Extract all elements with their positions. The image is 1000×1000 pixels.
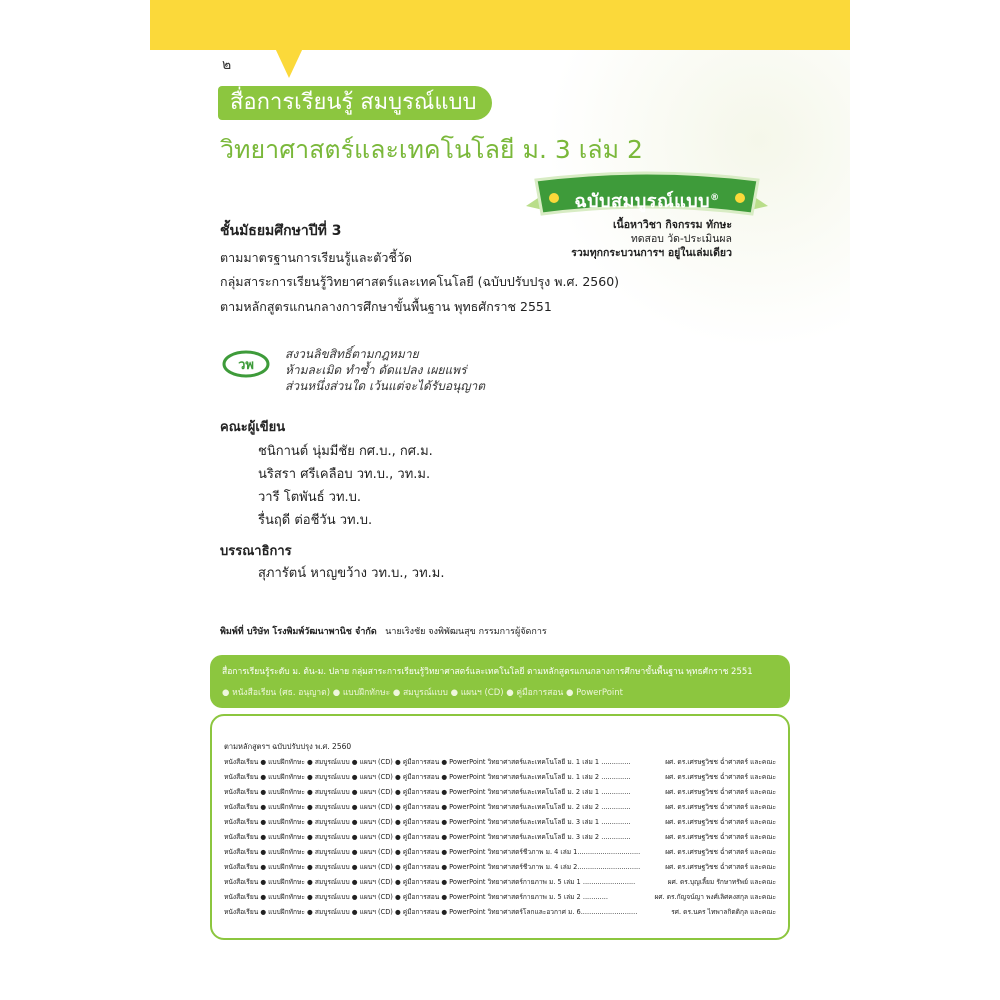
book-list-author: ผศ. ดร.เศรษฐวิชช ฉ่ำศาสตร์ และคณะ [665, 803, 776, 811]
book-list-author: ผศ. ดร.เศรษฐวิชช ฉ่ำศาสตร์ และคณะ [665, 833, 776, 841]
series-info-line-1: สื่อการเรียนรู้ระดับ ม. ต้น-ม. ปลาย กลุ่มสาระการเรียนรู้วิทยาศาสตร์และเทคโนโลยี ตามหลักสูตรแกนกลางการศึกษาขั้นพื้นฐาน พุทธศักราช 2551 [222, 667, 753, 677]
book-list-row [224, 831, 776, 842]
book-list-title: หนังสือเรียน ● แบบฝึกทักษะ ● สมบูรณ์แบบ ● แผนฯ (CD) ● คู่มือการสอน ● PowerPoint วิทยาศาสตร์ชีวภาพ ม. 4 เล่ม 1.............................. [224, 848, 641, 856]
registered-mark: ® [710, 193, 720, 203]
book-list-title: หนังสือเรียน ● แบบฝึกทักษะ ● สมบูรณ์แบบ ● แผนฯ (CD) ● คู่มือการสอน ● PowerPoint วิทยาศาสตร์กายภาพ ม. 5 เล่ม 1 ......................... [224, 878, 636, 886]
edition-badge [522, 170, 772, 270]
book-title: วิทยาศาสตร์และเทคโนโลยี ม. 3 เล่ม 2 [220, 135, 643, 164]
editor-heading: บรรณาธิการ [220, 544, 292, 559]
book-list-row [224, 771, 776, 782]
book-list-author: ผศ. ดร.เศรษฐวิชช ฉ่ำศาสตร์ และคณะ [665, 848, 776, 856]
editor-item: สุภารัตน์ หาญขว้าง วท.บ., วท.ม. [258, 566, 445, 581]
book-list-author: ผศ. ดร.กัญจน์ญา พงศ์เลิศคงสกุล และคณะ [654, 893, 776, 901]
standards-line-1: ตามมาตรฐานการเรียนรู้และตัวชี้วัด [220, 250, 412, 265]
book-list-row [224, 756, 776, 767]
book-list-row [224, 816, 776, 827]
series-info-line-2: ● หนังสือเรียน (ศธ. อนุญาต) ● แบบฝึกทักษะ ● สมบูรณ์แบบ ● แผนฯ (CD) ● คู่มือการสอน ● PowerPoint [222, 688, 623, 698]
author-item: รื่นฤดี ต่อชีวัน วท.บ. [258, 513, 373, 528]
book-list-title: หนังสือเรียน ● แบบฝึกทักษะ ● สมบูรณ์แบบ ● แผนฯ (CD) ● คู่มือการสอน ● PowerPoint วิทยาศาสตร์และเทคโนโลยี ม. 3 เล่ม 1 .............. [224, 818, 631, 826]
book-list-row [224, 891, 776, 902]
book-list-author: ผศ. ดร.เศรษฐวิชช ฉ่ำศาสตร์ และคณะ [665, 818, 776, 826]
book-list-title: หนังสือเรียน ● แบบฝึกทักษะ ● สมบูรณ์แบบ ● แผนฯ (CD) ● คู่มือการสอน ● PowerPoint วิทยาศาสตร์และเทคโนโลยี ม. 2 เล่ม 2 .............. [224, 803, 631, 811]
top-yellow-band [150, 0, 850, 50]
authors-heading: คณะผู้เขียน [220, 420, 286, 435]
book-list-row [224, 801, 776, 812]
page-number: ๒ [222, 57, 232, 73]
book-list-title: หนังสือเรียน ● แบบฝึกทักษะ ● สมบูรณ์แบบ ● แผนฯ (CD) ● คู่มือการสอน ● PowerPoint วิทยาศาสตร์โลกและอวกาศ ม. 6........................... [224, 908, 638, 916]
book-list-row [224, 846, 776, 857]
book-list-author: ผศ. ดร.เศรษฐวิชช ฉ่ำศาสตร์ และคณะ [665, 758, 776, 766]
book-list-title: หนังสือเรียน ● แบบฝึกทักษะ ● สมบูรณ์แบบ ● แผนฯ (CD) ● คู่มือการสอน ● PowerPoint วิทยาศาสตร์และเทคโนโลยี ม. 1 เล่ม 1 .............. [224, 758, 631, 766]
series-label: สื่อการเรียนรู้ สมบูรณ์แบบ [218, 86, 492, 120]
book-list-title: หนังสือเรียน ● แบบฝึกทักษะ ● สมบูรณ์แบบ ● แผนฯ (CD) ● คู่มือการสอน ● PowerPoint วิทยาศาสตร์กายภาพ ม. 5 เล่ม 2 ............ [224, 893, 608, 901]
badge-line-2: ทดสอบ วัด-ประเมินผล [630, 233, 732, 245]
author-item: ชนิกานต์ นุ่มมีชัย กศ.บ., กศ.ม. [258, 444, 433, 459]
book-list-row [224, 876, 776, 887]
series-info-box [210, 655, 790, 708]
book-list-title: หนังสือเรียน ● แบบฝึกทักษะ ● สมบูรณ์แบบ ● แผนฯ (CD) ● คู่มือการสอน ● PowerPoint วิทยาศาสตร์และเทคโนโลยี ม. 3 เล่ม 2 .............. [224, 833, 631, 841]
author-item: วารี โตพันธ์ วท.บ. [258, 490, 362, 505]
grade-level: ชั้นมัธยมศึกษาปีที่ 3 [220, 223, 342, 239]
book-list-author: ผศ. ดร.บุญเลี้ยม รักษาทรัพย์ และคณะ [667, 878, 776, 886]
standards-line-3: ตามหลักสูตรแกนกลางการศึกษาขั้นพื้นฐาน พุทธศักราช 2551 [220, 299, 552, 314]
copyright-line-2: ห้ามละเมิด ทำซ้ำ ดัดแปลง เผยแพร่ [285, 363, 467, 377]
book-list-author: รศ. ดร.นคร ไทพาลกิตติกุล และคณะ [671, 908, 776, 916]
publisher-logo [222, 350, 270, 378]
printer-name: พิมพ์ที่ บริษัท โรงพิมพ์วัฒนาพานิช จำกัด [220, 627, 377, 637]
book-list-title: หนังสือเรียน ● แบบฝึกทักษะ ● สมบูรณ์แบบ ● แผนฯ (CD) ● คู่มือการสอน ● PowerPoint วิทยาศาสตร์และเทคโนโลยี ม. 2 เล่ม 1 .............. [224, 788, 631, 796]
printer-info [220, 624, 547, 638]
book-list-box [210, 714, 790, 940]
book-list-author: ผศ. ดร.เศรษฐวิชช ฉ่ำศาสตร์ และคณะ [665, 773, 776, 781]
badge-title-text: ฉบับสมบูรณ์แบบ [574, 191, 711, 212]
copyright-notice [285, 346, 485, 394]
printer-manager: นายเริงชัย จงพิพัฒนสุข กรรมการผู้จัดการ [385, 627, 547, 637]
book-list-row [224, 786, 776, 797]
book-list-title: หนังสือเรียน ● แบบฝึกทักษะ ● สมบูรณ์แบบ ● แผนฯ (CD) ● คู่มือการสอน ● PowerPoint วิทยาศาสตร์ชีวภาพ ม. 4 เล่ม 2.............................. [224, 863, 641, 871]
copyright-line-3: ส่วนหนึ่งส่วนใด เว้นแต่จะได้รับอนุญาต [285, 379, 486, 393]
standards-line-2: กลุ่มสาระการเรียนรู้วิทยาศาสตร์และเทคโนโลยี (ฉบับปรับปรุง พ.ศ. 2560) [220, 274, 620, 289]
book-list-row [224, 861, 776, 872]
copyright-line-1: สงวนลิขสิทธิ์ตามกฎหมาย [285, 347, 419, 361]
band-notch [275, 48, 303, 78]
logo-text: วพ [238, 358, 254, 373]
book-list-title: หนังสือเรียน ● แบบฝึกทักษะ ● สมบูรณ์แบบ ● แผนฯ (CD) ● คู่มือการสอน ● PowerPoint วิทยาศาสตร์และเทคโนโลยี ม. 1 เล่ม 2 .............. [224, 773, 631, 781]
badge-line-1: เนื้อหาวิชา กิจกรรม ทักษะ [612, 219, 732, 231]
book-list-row [224, 906, 776, 917]
book-list-heading: ตามหลักสูตรฯ ฉบับปรับปรุง พ.ศ. 2560 [224, 742, 352, 751]
author-item: นริสรา ศรีเคลือบ วท.บ., วท.ม. [258, 467, 431, 482]
badge-line-3: รวมทุกกระบวนการฯ อยู่ในเล่มเดียว [571, 247, 732, 259]
book-list-author: ผศ. ดร.เศรษฐวิชช ฉ่ำศาสตร์ และคณะ [665, 863, 776, 871]
badge-title [552, 186, 742, 215]
book-list-author: ผศ. ดร.เศรษฐวิชช ฉ่ำศาสตร์ และคณะ [665, 788, 776, 796]
